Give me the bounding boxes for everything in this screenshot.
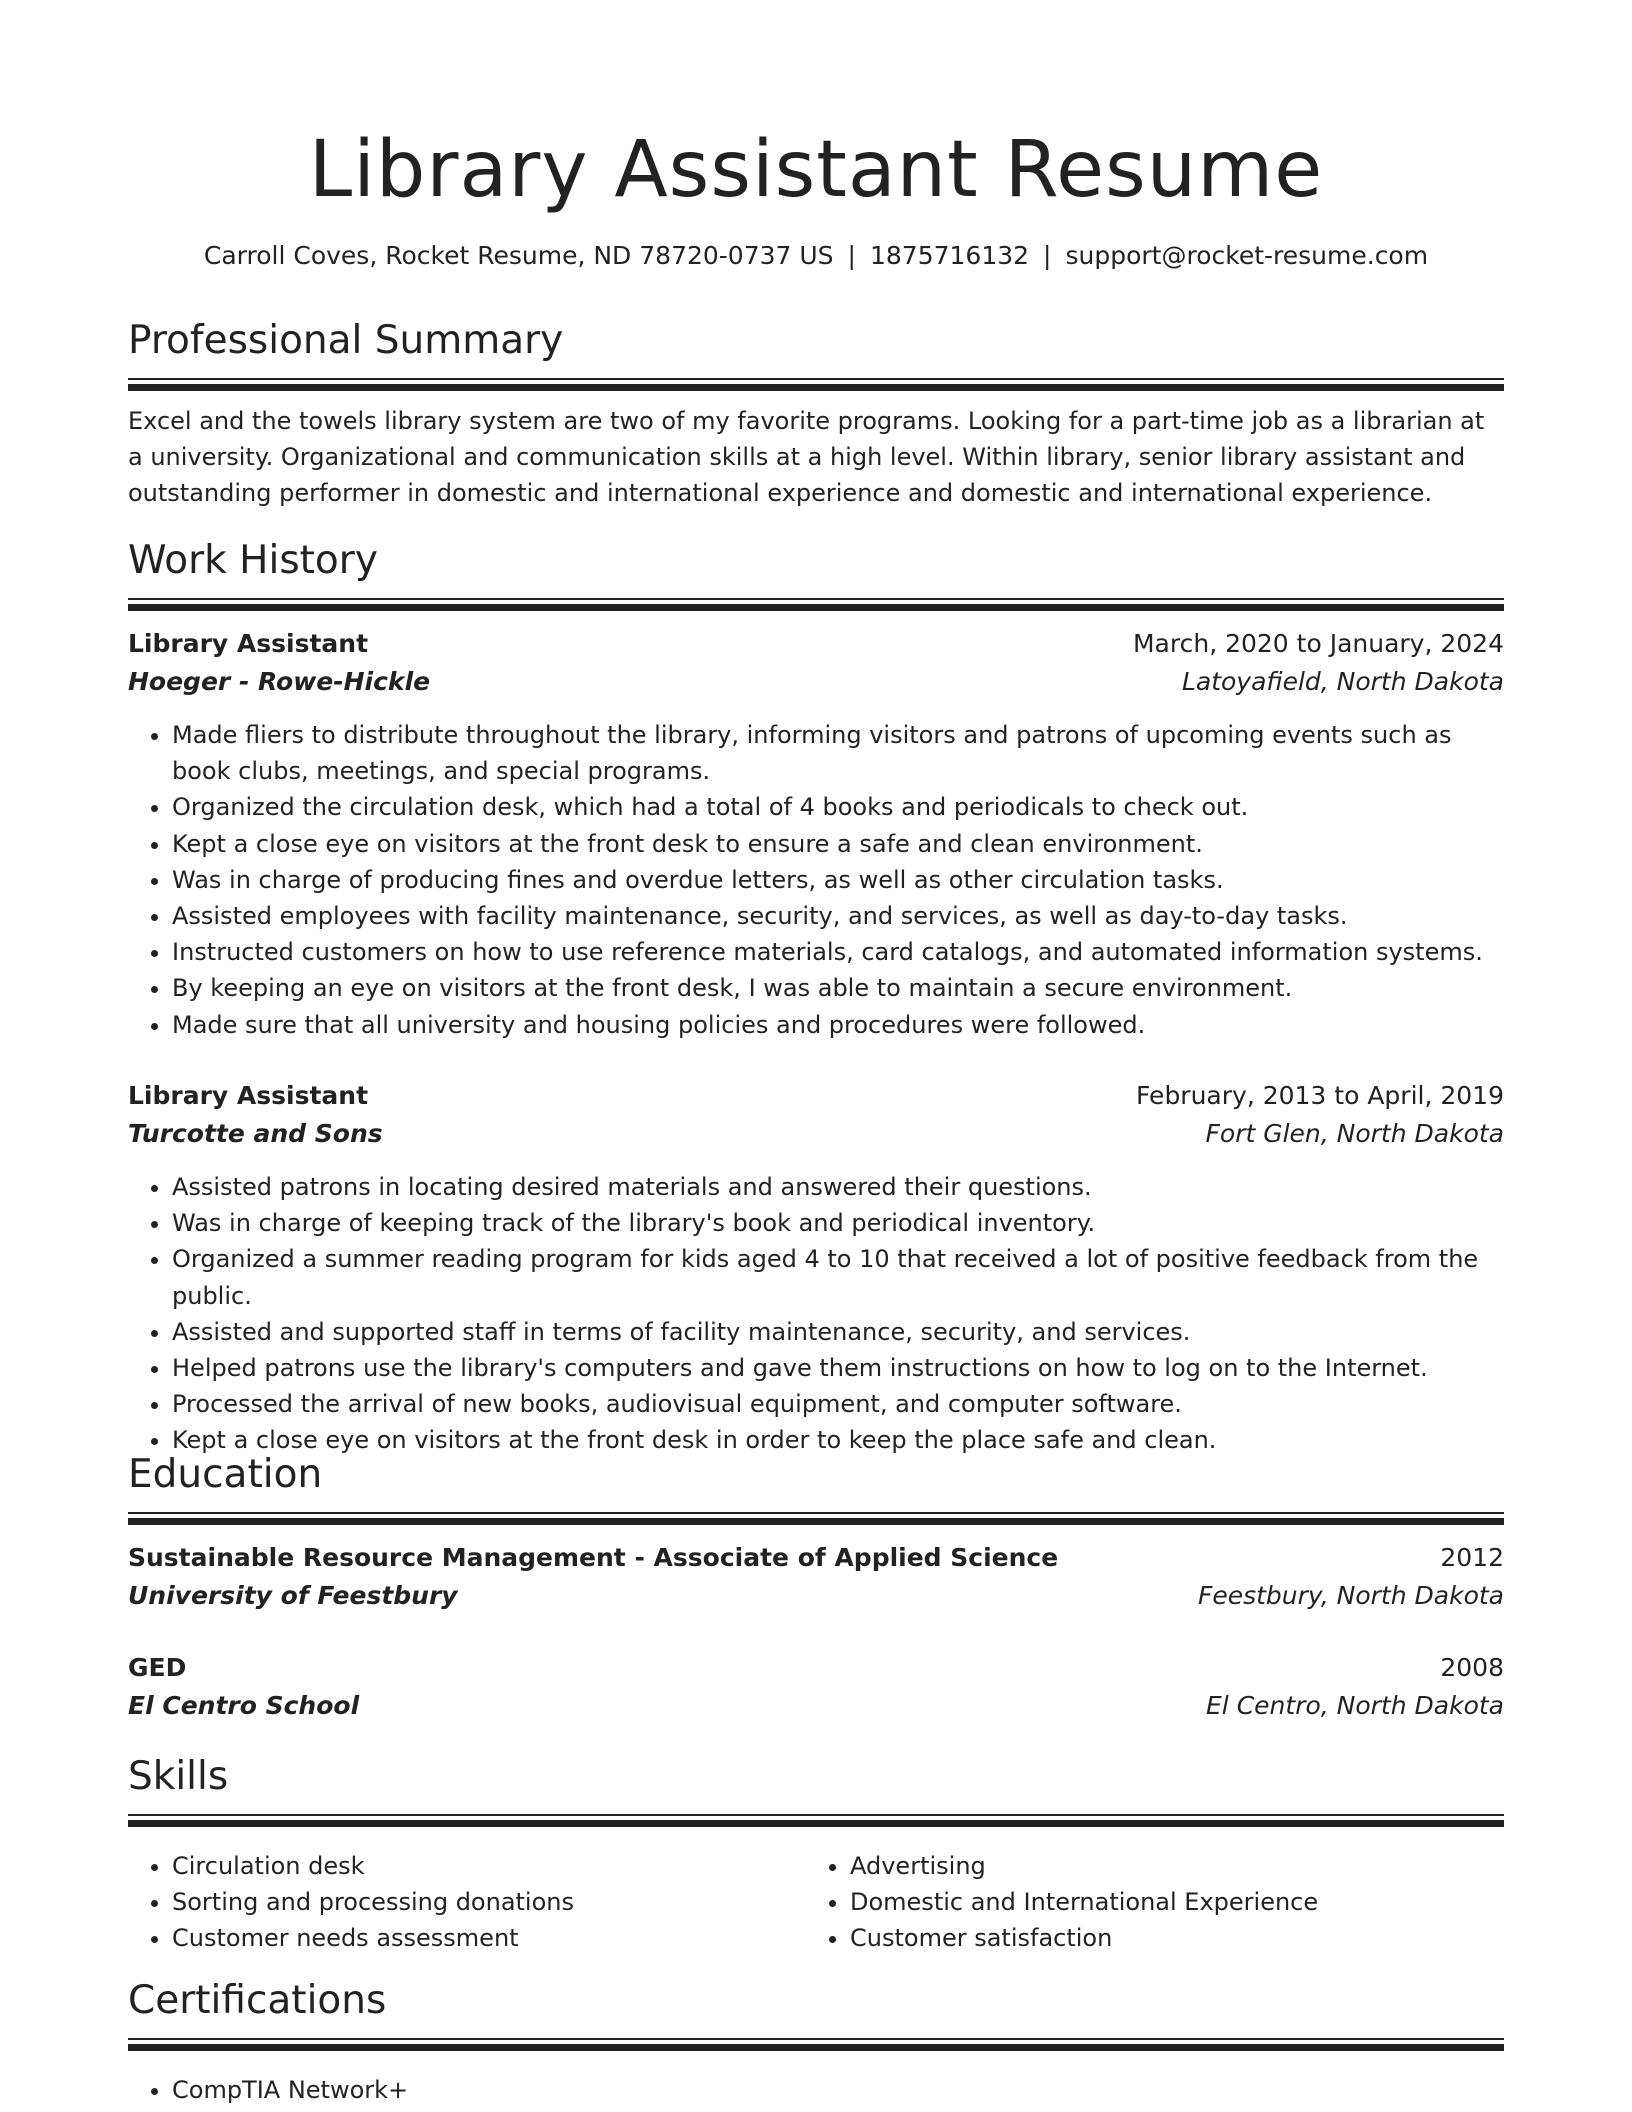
list-item: • Instructed customers on how to use reference materials, card catalogs, and automated information systems. [172, 934, 1504, 970]
section-divider [128, 604, 1504, 611]
education-degree: GED [128, 1653, 187, 1682]
skills-list-left [128, 1848, 806, 1957]
certifications-list [128, 2072, 1504, 2108]
section-heading: Skills [128, 1754, 229, 1799]
education-header [128, 1650, 1504, 1686]
list-item: • Organized a summer reading program for kids aged 4 to 10 that received a lot of positive feedback from the public. [172, 1241, 1504, 1313]
education-year: 2012 [1440, 1543, 1504, 1572]
list-item: • Was in charge of producing fines and overdue letters, as well as other circulation tasks. [172, 862, 1504, 898]
list-item: • Domestic and International Experience [850, 1884, 1484, 1920]
contact-line [128, 236, 1504, 276]
list-item: • Processed the arrival of new books, audiovisual equipment, and computer software. [172, 1386, 1504, 1422]
education-section-header [128, 1450, 1504, 1525]
list-item: • By keeping an eye on visitors at the front desk, I was able to maintain a secure environment. [172, 970, 1504, 1006]
education-subheader [128, 1688, 1504, 1724]
list-item: • Made sure that all university and housing policies and procedures were followed. [172, 1007, 1504, 1043]
list-item: • Was in charge of keeping track of the library's book and periodical inventory. [172, 1205, 1504, 1241]
list-item: • CompTIA Network+ [172, 2072, 1504, 2108]
section-divider [128, 1820, 1504, 1827]
list-item: • Sorting and processing donations [172, 1884, 806, 1920]
job-company: Turcotte and Sons [128, 1119, 383, 1148]
list-item: • Made fliers to distribute throughout the library, informing visitors and patrons of upcoming events such as book clubs, meetings, and special programs. [172, 717, 1504, 789]
contact-address: Carroll Coves, Rocket Resume, ND 78720-0737 US [203, 241, 834, 270]
education-year: 2008 [1440, 1653, 1504, 1682]
job-dates: March, 2020 to January, 2024 [1132, 629, 1504, 658]
section-divider [128, 598, 1504, 600]
education-degree: Sustainable Resource Management - Associate of Applied Science [128, 1543, 1059, 1572]
section-divider [128, 384, 1504, 391]
job-location: Fort Glen, North Dakota [1205, 1119, 1504, 1148]
job-location: Latoyafield, North Dakota [1181, 667, 1504, 696]
contact-separator: | [847, 241, 856, 270]
section-divider [128, 2038, 1504, 2040]
job-dates: February, 2013 to April, 2019 [1136, 1081, 1504, 1110]
section-divider [128, 1814, 1504, 1816]
contact-email[interactable]: support@rocket-resume.com [1065, 241, 1429, 270]
list-item: • Assisted patrons in locating desired materials and answered their questions. [172, 1169, 1504, 1205]
job-header [128, 626, 1504, 662]
page-title: Library Assistant Resume [308, 125, 1324, 215]
job-header [128, 1078, 1504, 1114]
job-bullet-list [128, 1169, 1504, 1459]
education-school: University of Feestbury [128, 1581, 458, 1610]
education-subheader [128, 1578, 1504, 1614]
section-heading: Professional Summary [128, 318, 564, 363]
section-divider [128, 1512, 1504, 1514]
job-subheader [128, 664, 1504, 700]
list-item: • Kept a close eye on visitors at the front desk to ensure a safe and clean environment. [172, 826, 1504, 862]
job-title: Library Assistant [128, 629, 369, 658]
section-divider [128, 1518, 1504, 1525]
education-school: El Centro School [128, 1691, 360, 1720]
list-item: • Organized the circulation desk, which had a total of 4 books and periodicals to check out. [172, 789, 1504, 825]
education-location: Feestbury, North Dakota [1197, 1581, 1504, 1610]
work-section-header [128, 536, 1504, 611]
job-subheader [128, 1116, 1504, 1152]
section-heading: Education [128, 1452, 323, 1497]
list-item: • Customer needs assessment [172, 1920, 806, 1956]
contact-separator: | [1043, 241, 1052, 270]
education-location: El Centro, North Dakota [1206, 1691, 1504, 1720]
list-item: • Assisted employees with facility maintenance, security, and services, as well as day-to-day tasks. [172, 898, 1504, 934]
skills-columns [128, 1848, 1504, 1957]
education-header [128, 1540, 1504, 1576]
list-item: • Kept a close eye on visitors at the front desk in order to keep the place safe and clean. [172, 1422, 1504, 1458]
job-company: Hoeger - Rowe-Hickle [128, 667, 431, 696]
list-item: • Customer satisfaction [850, 1920, 1484, 1956]
job-bullet-list [128, 717, 1504, 1043]
certifications-section-header [128, 1976, 1504, 2051]
job-title: Library Assistant [128, 1081, 369, 1110]
summary-section-header [128, 316, 1504, 391]
section-heading: Work History [128, 538, 378, 583]
list-item: • Helped patrons use the library's computers and gave them instructions on how to log on to the Internet. [172, 1350, 1504, 1386]
list-item: • Assisted and supported staff in terms of facility maintenance, security, and services. [172, 1314, 1504, 1350]
list-item: • Circulation desk [172, 1848, 806, 1884]
section-divider [128, 378, 1504, 380]
section-heading: Certifications [128, 1978, 387, 2023]
skills-list-right [806, 1848, 1484, 1957]
section-divider [128, 2044, 1504, 2051]
list-item: • Advertising [850, 1848, 1484, 1884]
skills-section-header [128, 1752, 1504, 1827]
contact-phone: 1875716132 [869, 241, 1030, 270]
summary-text: Excel and the towels library system are two of my favorite programs. Looking for a part-time job as a librarian at a university. Organizational and communication skills at a high level. Within library, senior library assistant and outstanding performer in domestic and international experience and domestic and international experience. [128, 407, 1485, 507]
